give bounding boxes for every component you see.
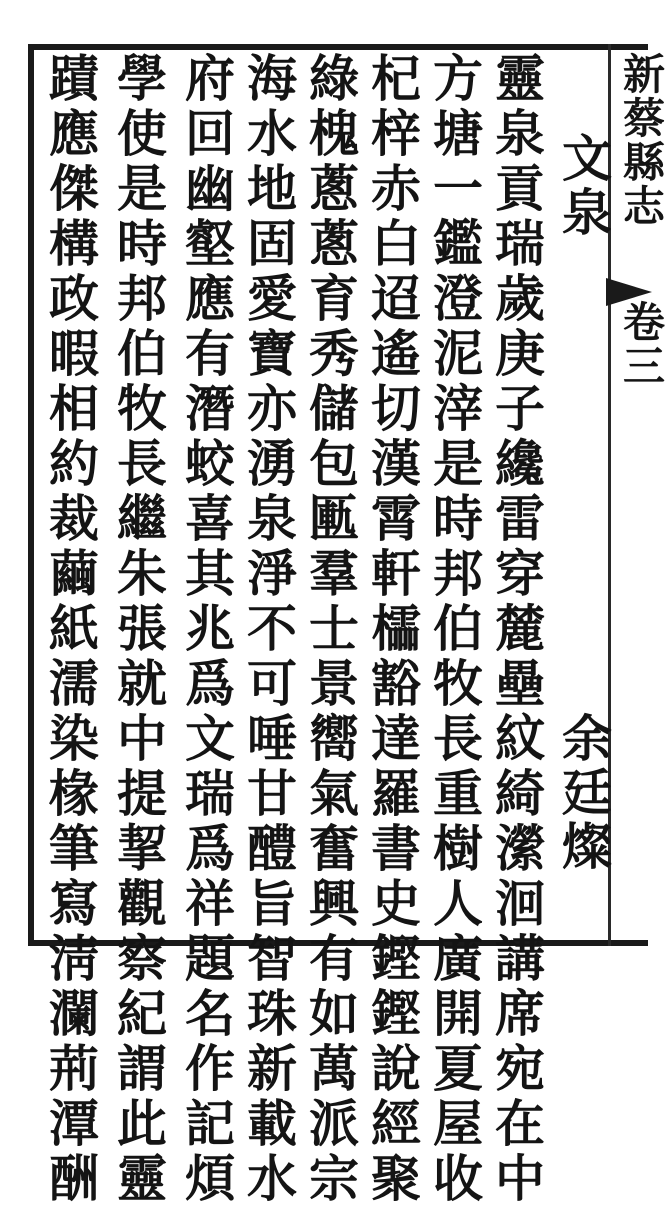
text-column-7: 學使是時邦伯牧長繼朱張就中提挈觀察紀謂此靈 [109,52,168,1207]
text-column-6: 府回幽壑應有潛蛟喜其兆爲文瑞爲祥題名作記煩 [177,52,236,1207]
poem-title: 文泉 [554,132,613,240]
text-column-5: 海水地固愛寶亦湧泉淨不可唾甘醴旨智珠新載水 [239,52,298,1207]
text-column-2: 方塘一鑑澄泥滓是時邦伯牧長重樹人廣開夏屋收 [425,52,484,1207]
text-column-3: 杞梓赤白迢遙切漢霄軒櫺豁達羅書史鏗鏗說經聚 [363,52,422,1207]
poem-author: 余廷燦 [554,712,613,874]
text-column-8: 蹟應傑構政暇相約裁繭紙濡染椽筆寫淸瀾荊潭酬 [41,52,100,1207]
text-column-1: 靈泉貢瑞歲庚子纔雷穿麓壘紋綺瀠洄講席宛在中 [487,52,546,1207]
text-column-4: 綠槐蔥蔥育秀儲包匭羣士景嚮氣奮興有如萬派宗 [301,52,360,1207]
margin-book-title: 新蔡縣志 [617,52,666,228]
margin-volume-label: 卷三 [617,300,666,388]
frame-left-border [28,44,34,946]
frame-top-border [28,44,648,50]
